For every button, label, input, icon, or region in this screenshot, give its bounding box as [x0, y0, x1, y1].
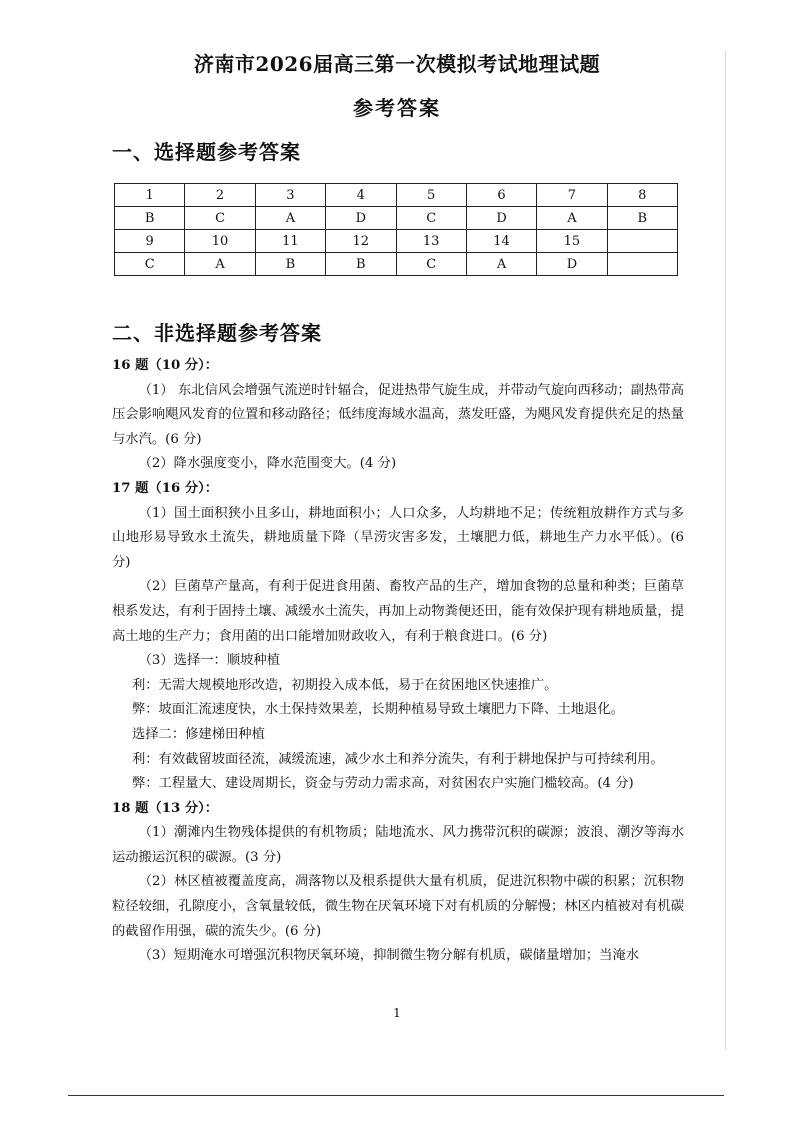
answer-table-cell: C — [396, 207, 466, 230]
answer-table-cell: 4 — [326, 184, 396, 207]
answer-table-cell: A — [537, 207, 607, 230]
answers-body — [112, 354, 684, 969]
answer-table-row — [115, 253, 678, 276]
answer-table-cell: C — [396, 253, 466, 276]
answer-table-cell: 15 — [537, 230, 607, 253]
answer-table-cell: B — [115, 207, 185, 230]
answer-table-cell: 2 — [185, 184, 255, 207]
answer-table — [114, 183, 678, 276]
section-multiple-choice-heading: 一、选择题参考答案 — [112, 140, 301, 164]
q17-heading: 17 题（16 分）： — [112, 480, 219, 496]
answer-table-cell: 6 — [466, 184, 536, 207]
answer-table-cell: 5 — [396, 184, 466, 207]
answer-table-cell: D — [537, 253, 607, 276]
q16-answer-2: （2）降水强度变小，降水范围变大。(4 分) — [138, 456, 397, 472]
answer-table-row — [115, 184, 678, 207]
q16-answer-1: （1） 东北信风会增强气流逆时针辐合，促进热带气旋生成，并带动气旋向西移动；副热带高压会影响飓风发育的位置和移动路径；低纬度海域水温高，蒸发旺盛，为飓风发育提供充足的热量与水汽。(6 分) — [112, 382, 684, 447]
q17-option1-con: 弊：坡面汇流速度快，水土保持效果差，长期种植易导致土壤肥力下降、土地退化。 — [131, 702, 624, 718]
answer-table-cell — [607, 253, 677, 276]
page-edge-line — [725, 50, 726, 1050]
answer-table-cell: 10 — [185, 230, 255, 253]
answer-table-row — [115, 230, 678, 253]
answer-table-cell: 13 — [396, 230, 466, 253]
answer-table-row — [115, 207, 678, 230]
q16-heading: 16 题（10 分）： — [112, 358, 219, 373]
q17-answer-1: （1）国土面积狭小且多山，耕地面积小；人口众多，人均耕地不足；传统粗放耕作方式与多山地形易导致水土流失，耕地质量下降（旱涝灾害多发，土壤肥力低，耕地生产力水平低）。(6 分) — [112, 505, 684, 570]
answer-table-cell: B — [607, 207, 677, 230]
answer-table-cell: D — [466, 207, 536, 230]
q18-heading: 18 题（13 分）： — [112, 800, 219, 816]
answer-table-cell: 1 — [115, 184, 185, 207]
page-number: 1 — [393, 1006, 401, 1020]
q17-answer-3: （3）选择一：顺坡种植 — [138, 653, 281, 669]
page-title: 济南市2026届高三第一次模拟考试地理试题 — [193, 52, 601, 76]
q17-option1-pro: 利：无需大规模地形改造，初期投入成本低，易于在贫困地区快速推广。 — [131, 677, 558, 693]
q17-option2-con: 弊：工程量大、建设周期长，资金与劳动力需求高，对贫困农户实施门槛较高。(4 分) — [131, 776, 634, 792]
answer-table-cell: 3 — [255, 184, 325, 207]
q18-answer-1: （1）潮滩内生物残体提供的有机物质；陆地流水、风力携带沉积的碳源；波浪、潮汐等海水运动搬运沉积的碳源。(3 分) — [112, 825, 684, 865]
answer-table-cell: 7 — [537, 184, 607, 207]
q17-option2: 选择二：修建梯田种植 — [131, 726, 265, 742]
answer-table-cell: 14 — [466, 230, 536, 253]
answer-table-cell: 12 — [326, 230, 396, 253]
answer-table-cell: A — [185, 253, 255, 276]
q17-answer-2: （2）巨菌草产量高，有利于促进食用菌、畜牧产品的生产，增加食物的总量和种类；巨菌草根系发达，有利于固持土壤、减缓水土流失，再加上动物粪便还田，能有效保护现有耕地质量，提高土地的生产力；食用菌的出口能增加财政收入，有利于粮食进口。(6 分) — [112, 579, 684, 644]
section-non-choice-heading: 二、非选择题参考答案 — [112, 321, 322, 345]
page-subtitle: 参考答案 — [353, 96, 441, 120]
q18-answer-2: （2）林区植被覆盖度高，凋落物以及根系提供大量有机质，促进沉积物中碳的积累；沉积物粒径较细，孔隙度小，含氧量较低，微生物在厌氧环境下对有机质的分解慢；林区内植被对有机碳的截留作用强，碳的流失少。(6 分) — [112, 874, 684, 939]
answer-table-cell: A — [466, 253, 536, 276]
answer-table-cell: B — [255, 253, 325, 276]
answer-table-cell: A — [255, 207, 325, 230]
answer-table-cell: 9 — [115, 230, 185, 253]
q18-answer-3: （3）短期淹水可增强沉积物厌氧环境，抑制微生物分解有机质，碳储量增加；当淹水 — [138, 948, 640, 964]
answer-table-cell: C — [115, 253, 185, 276]
answer-table-cell — [607, 230, 677, 253]
q17-option2-pro: 利：有效截留坡面径流，减缓流速，减少水土和养分流失，有利于耕地保护与可持续利用。 — [131, 751, 664, 767]
footer-rule — [68, 1095, 724, 1096]
answer-table-cell: C — [185, 207, 255, 230]
answer-table-cell: D — [326, 207, 396, 230]
answer-table-cell: B — [326, 253, 396, 276]
answer-table-cell: 8 — [607, 184, 677, 207]
answer-table-cell: 11 — [255, 230, 325, 253]
